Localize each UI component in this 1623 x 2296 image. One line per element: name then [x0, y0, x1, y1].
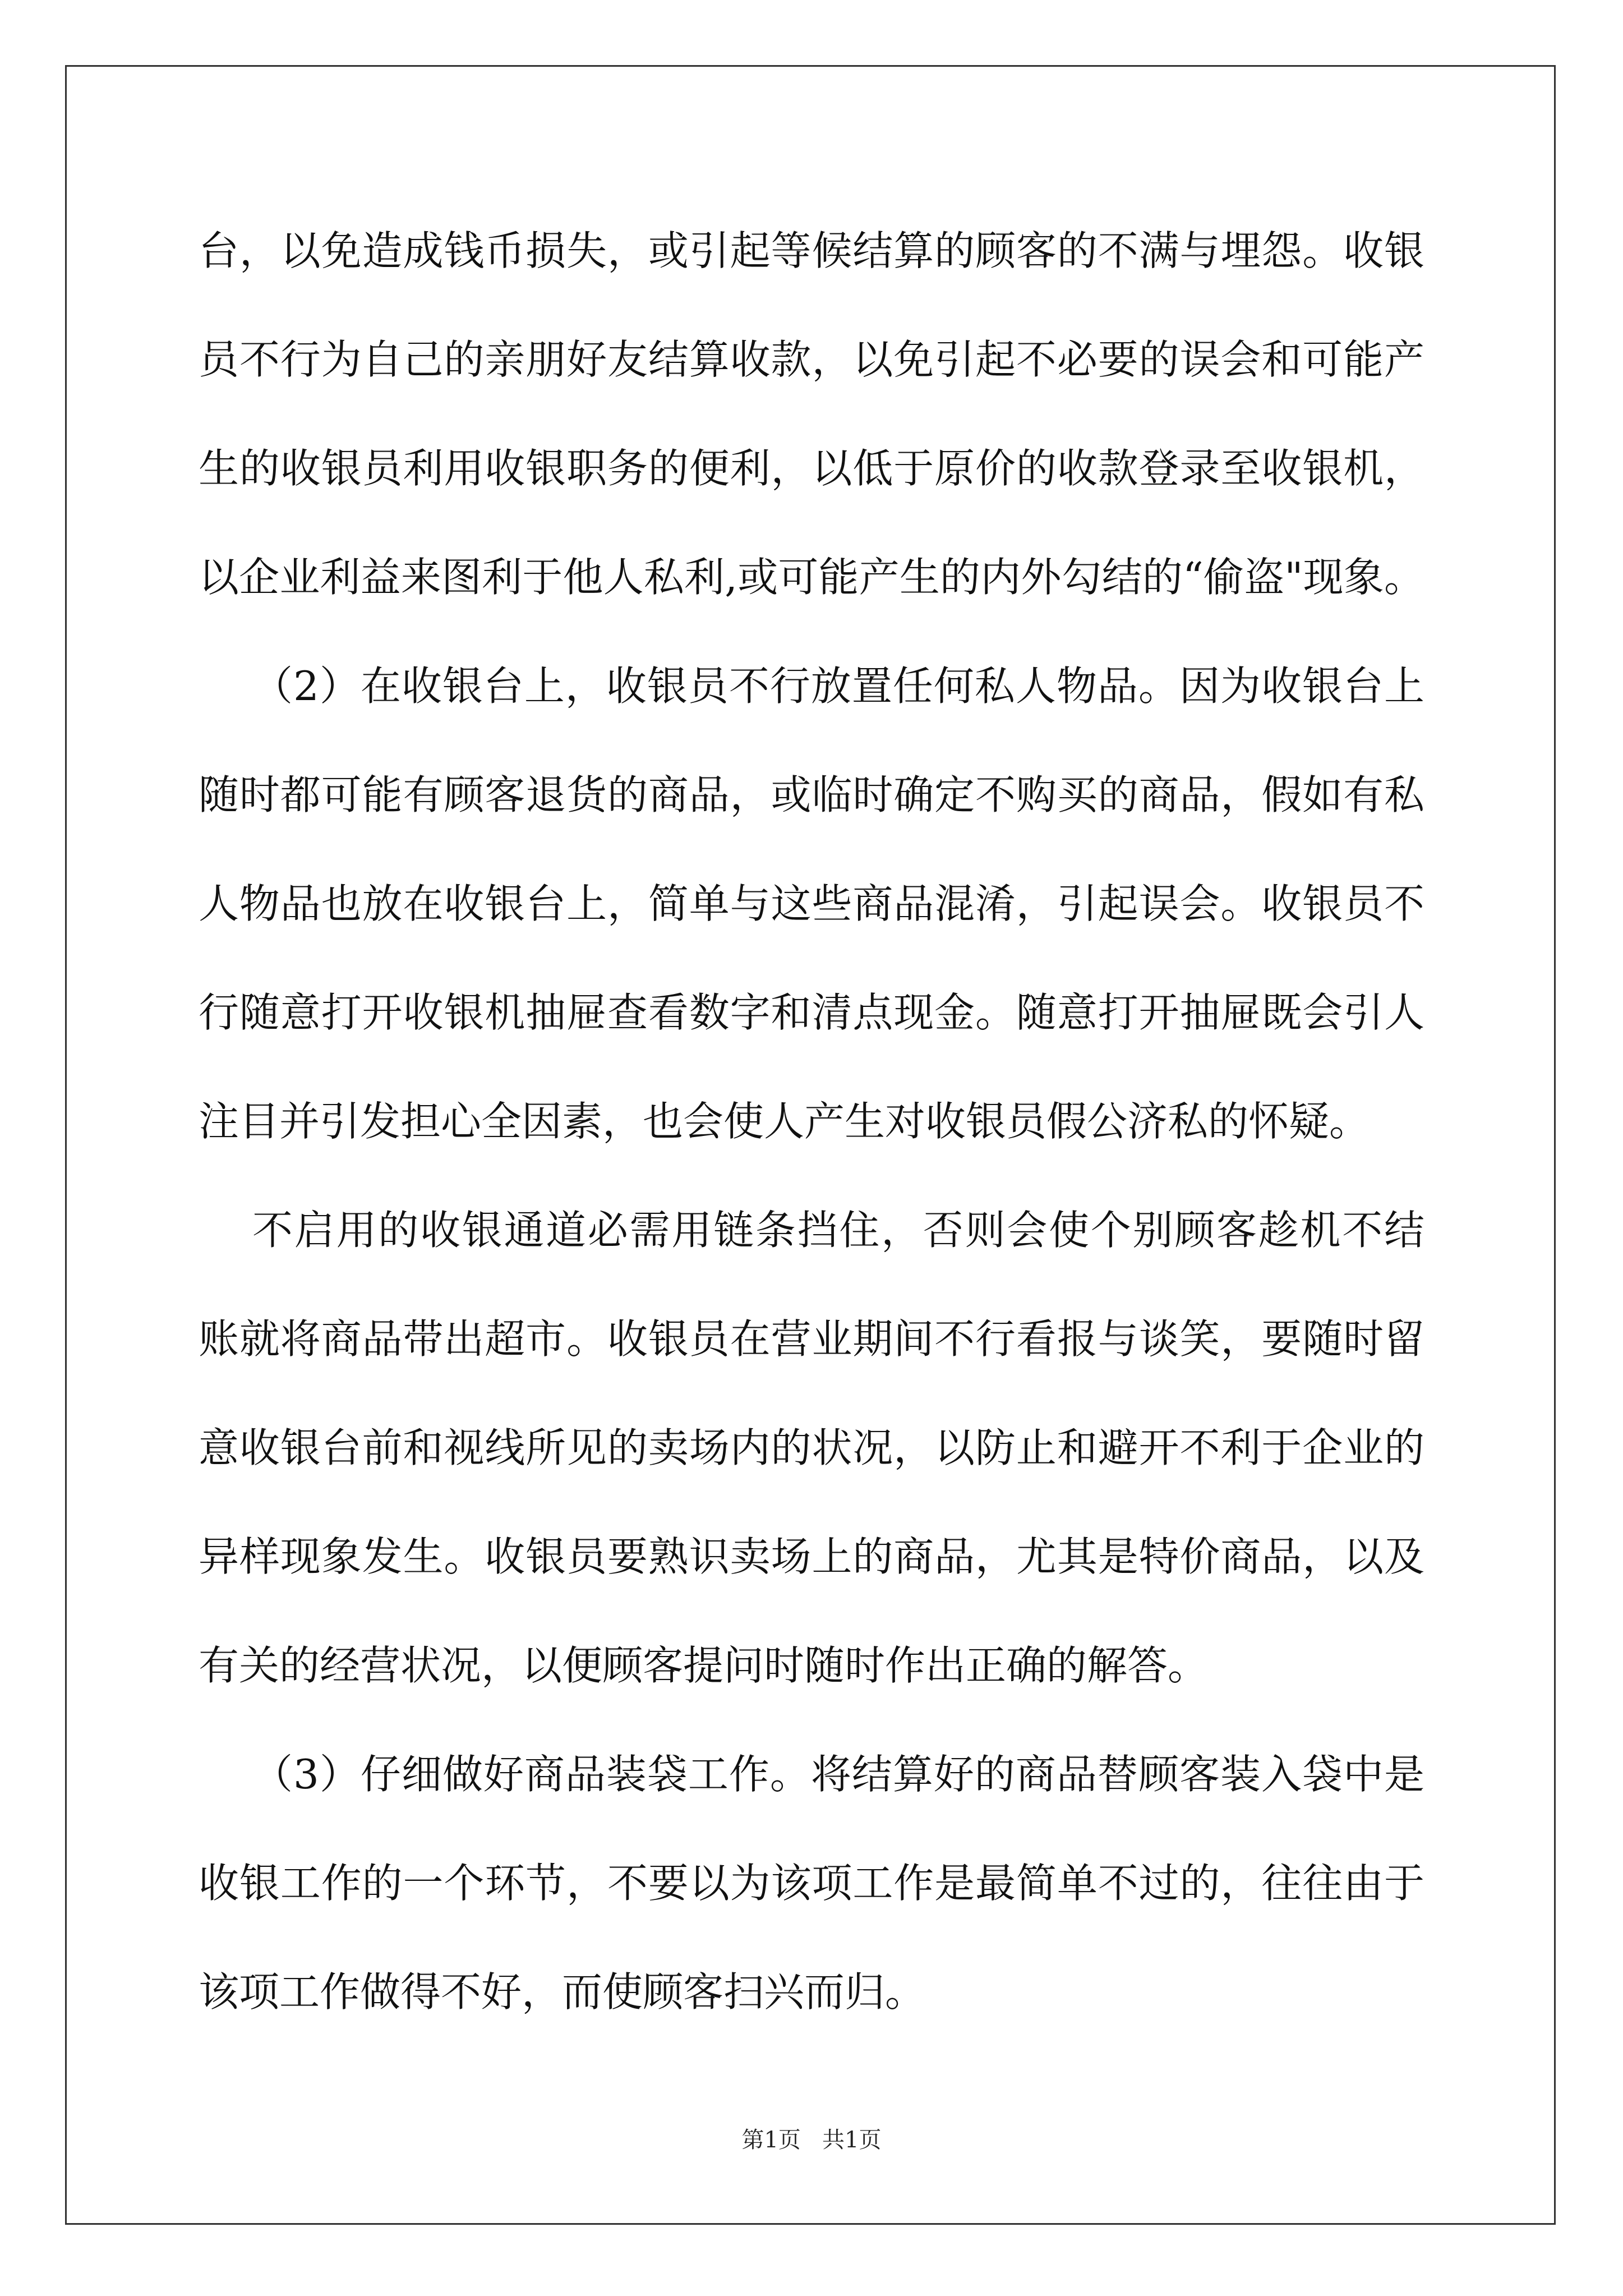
text-line: 台，以免造成钱币损失，或引起等候结算的顾客的不满与埋怨。收银 — [199, 227, 1424, 274]
text-line: （2）在收银台上，收银员不行放置任何私人物品。因为收银台上 — [252, 662, 1424, 710]
text-line: 该项工作做得不好，而使顾客扫兴而归。 — [199, 1968, 926, 2016]
text-line: 注目并引发担心全因素，也会使人产生对收银员假公济私的怀疑。 — [199, 1098, 1370, 1145]
text-line: 不启用的收银通道必需用链条挡住，否则会使个别顾客趁机不结 — [252, 1207, 1424, 1254]
text-line: 人物品也放在收银台上，简单与这些商品混淆，引起误会。收银员不 — [199, 880, 1424, 927]
text-line: 行随意打开收银机抽屉查看数字和清点现金。随意打开抽屉既会引人 — [199, 989, 1424, 1036]
text-line: 账就将商品带出超市。收银员在营业期间不行看报与谈笑，要随时留 — [199, 1315, 1424, 1363]
text-line: 随时都可能有顾客退货的商品，或临时确定不购买的商品，假如有私 — [199, 771, 1424, 818]
text-line: （3）仔细做好商品装袋工作。将结算好的商品替顾客装入袋中是 — [252, 1751, 1424, 1798]
page-footer: 第1页 共1页 — [741, 2127, 882, 2153]
text-line: 异样现象发生。收银员要熟识卖场上的商品，尤其是特价商品，以及 — [199, 1533, 1424, 1580]
text-line: 收银工作的一个环节，不要以为该项工作是最简单不过的，往往由于 — [199, 1860, 1424, 1907]
text-line: 员不行为自己的亲朋好友结算收款，以免引起不必要的误会和可能产 — [199, 336, 1424, 383]
text-line: 生的收银员利用收银职务的便利，以低于原价的收款登录至收银机， — [199, 445, 1424, 492]
text-line: 意收银台前和视线所见的卖场内的状况，以防止和避开不利于企业的 — [199, 1424, 1424, 1471]
text-line: 有关的经营状况，以便顾客提问时随时作出正确的解答。 — [199, 1642, 1209, 1689]
text-line: 以企业利益来图利于他人私利,或可能产生的内外勾结的“偷盗"现象。 — [199, 554, 1424, 601]
